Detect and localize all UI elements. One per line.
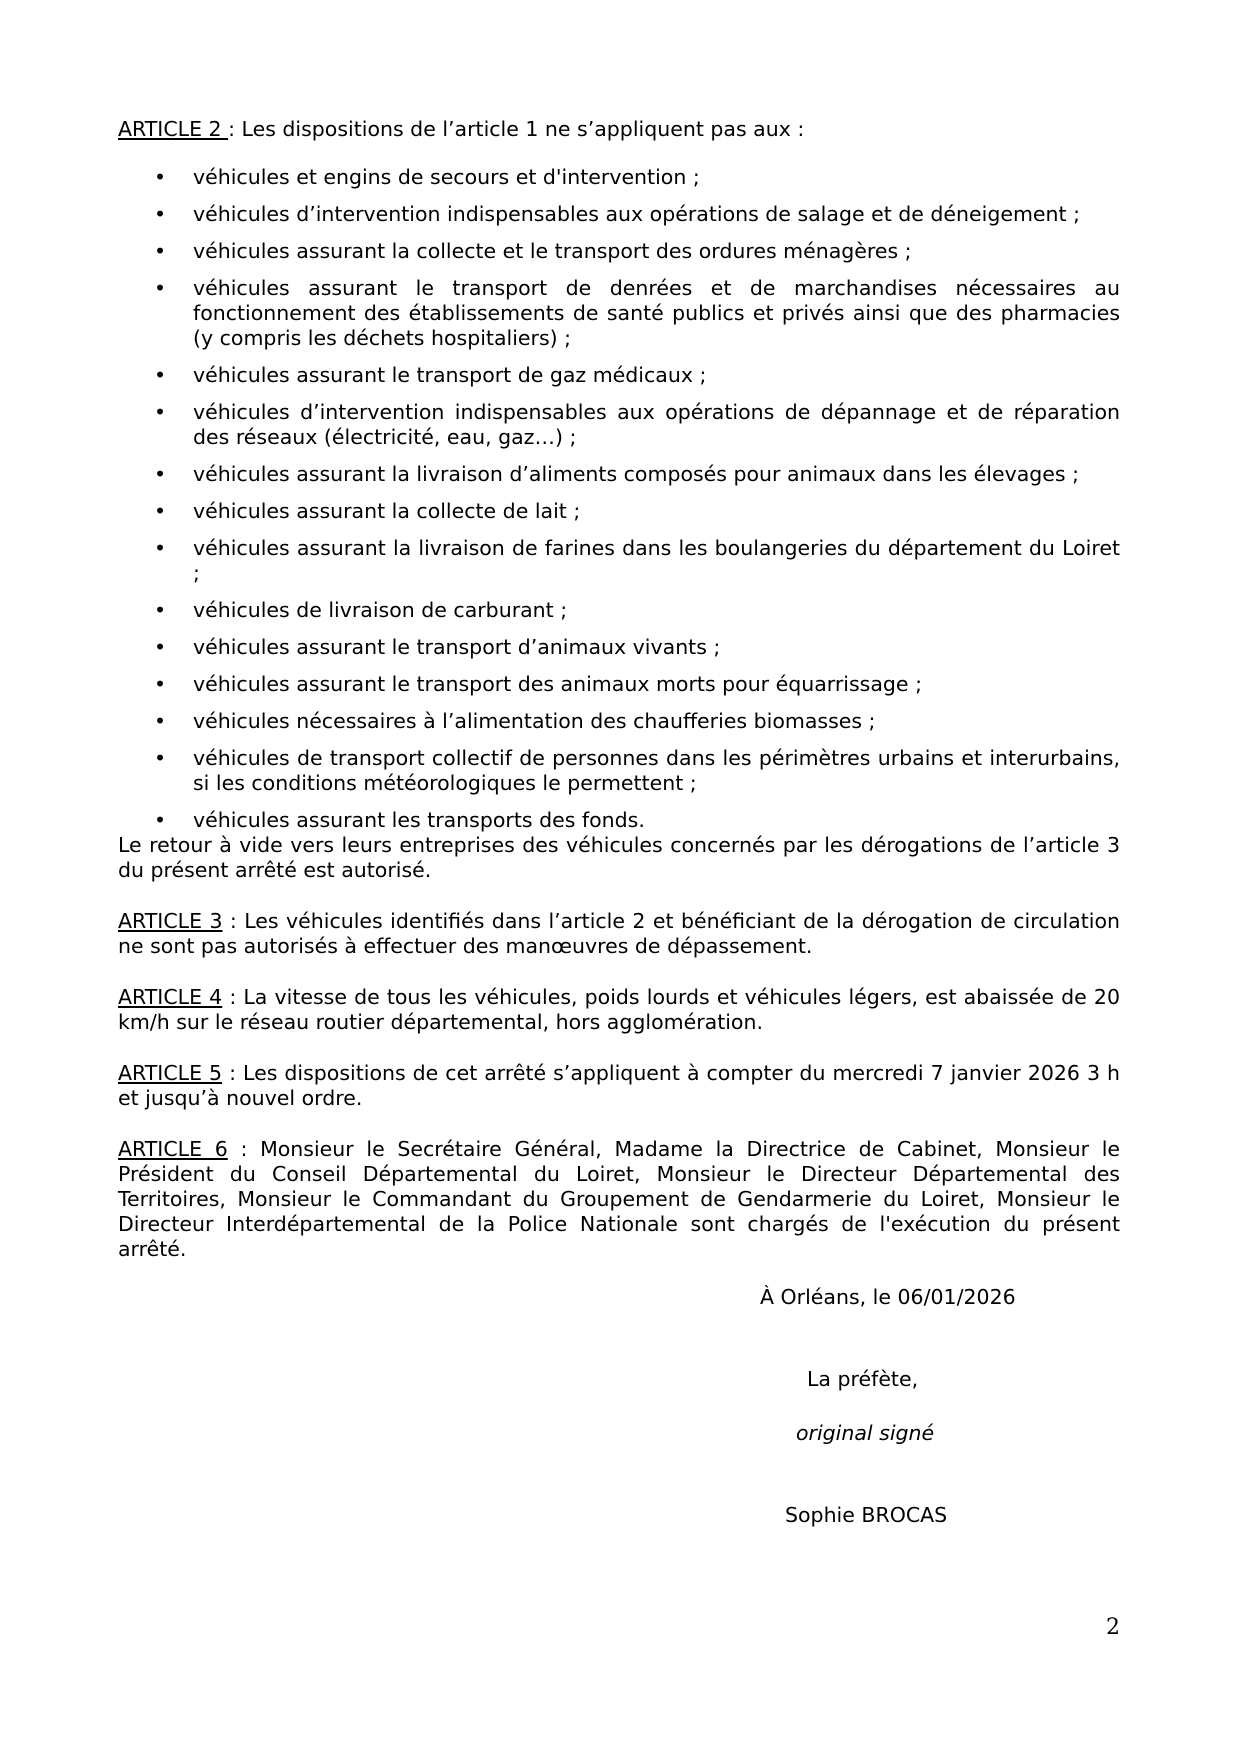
article-3-label: ARTICLE 3	[118, 909, 223, 933]
bullet-icon: •	[154, 363, 167, 387]
bullet-icon: •	[154, 808, 167, 832]
list-item-text: véhicules d’intervention indispensables aux opérations de dépannage et de réparation des réseaux (électricité, eau, gaz…) ;	[193, 400, 1120, 449]
list-item-text: véhicules et engins de secours et d'intervention ;	[193, 165, 700, 189]
list-item-text: véhicules assurant le transport de denrées et de marchandises nécessaires au fonctionnement des établissements de santé publics et privés ainsi que des pharmacies (y compris les déchets hospitaliers) ;	[193, 276, 1120, 350]
list-item-text: véhicules assurant la livraison de farines dans les boulangeries du département du Loiret ;	[193, 536, 1120, 585]
list-item-text: véhicules assurant le transport des animaux morts pour équarrissage ;	[193, 672, 922, 696]
bullet-icon: •	[154, 239, 167, 263]
article-2-list	[118, 165, 1120, 845]
list-item	[118, 709, 1120, 734]
article-3	[118, 909, 1120, 959]
bullet-icon: •	[154, 276, 167, 300]
bullet-icon: •	[154, 635, 167, 659]
list-item-text: véhicules assurant la livraison d’aliments composés pour animaux dans les élevages ;	[193, 462, 1080, 486]
signatory-title: La préfète,	[807, 1367, 919, 1391]
bullet-icon: •	[154, 462, 167, 486]
article-6	[118, 1137, 1120, 1262]
list-item	[118, 462, 1120, 487]
bullet-icon: •	[154, 202, 167, 226]
bullet-icon: •	[154, 400, 167, 424]
signatory-name: Sophie BROCAS	[785, 1503, 948, 1527]
list-item	[118, 363, 1120, 388]
list-item-text: véhicules nécessaires à l’alimentation des chaufferies biomasses ;	[193, 709, 876, 733]
bullet-icon: •	[154, 746, 167, 770]
article-6-label: ARTICLE 6	[118, 1137, 228, 1161]
list-item	[118, 499, 1120, 524]
bullet-icon: •	[154, 165, 167, 189]
signed-mention: original signé	[796, 1421, 935, 1445]
list-item-text: véhicules de livraison de carburant ;	[193, 598, 568, 622]
list-item-text: véhicules assurant le transport d’animaux vivants ;	[193, 635, 721, 659]
bullet-icon: •	[154, 536, 167, 560]
list-item-text: véhicules assurant le transport de gaz médicaux ;	[193, 363, 707, 387]
place-and-date: À Orléans, le 06/01/2026	[760, 1285, 1016, 1309]
article-4-label: ARTICLE 4	[118, 985, 223, 1009]
list-item-text: véhicules assurant la collecte de lait ;	[193, 499, 581, 523]
list-item	[118, 239, 1120, 264]
list-item-text: véhicules de transport collectif de personnes dans les périmètres urbains et interurbains, si les conditions météorologiques le permettent ;	[193, 746, 1120, 795]
list-item-text: véhicules d’intervention indispensables aux opérations de salage et de déneigement ;	[193, 202, 1080, 226]
article-2-intro	[118, 117, 1120, 142]
article-6-text: : Monsieur le Secrétaire Général, Madame la Directrice de Cabinet, Monsieur le Président du Conseil Départemental du Loiret, Monsieur le Directeur Départemental des Territoires, Monsieur le Commandant du Groupement de Gendarmerie du Loiret, Monsieur le Directeur Interdépartemental de la Police Nationale sont chargés de l'exécution du présent arrêté.	[118, 1137, 1121, 1261]
article-5-label: ARTICLE 5	[118, 1061, 223, 1085]
article-4	[118, 985, 1120, 1035]
bullet-icon: •	[154, 709, 167, 733]
page-number: 2	[1106, 1615, 1120, 1640]
article-4-text: : La vitesse de tous les véhicules, poids lourds et véhicules légers, est abaissée de 20 km/h sur le réseau routier départemental, hors agglomération.	[118, 985, 1120, 1034]
article-5	[118, 1061, 1120, 1111]
list-item	[118, 400, 1120, 450]
article-2-outro: Le retour à vide vers leurs entreprises des véhicules concernés par les dérogations de l’article 3 du présent arrêté est autorisé.	[118, 833, 1120, 882]
article-2-intro-text: : Les dispositions de l’article 1 ne s’appliquent pas aux :	[228, 117, 805, 141]
bullet-icon: •	[154, 672, 167, 696]
article-3-text: : Les véhicules identifiés dans l’article 2 et bénéficiant de la dérogation de circulation ne sont pas autorisés à effectuer des manœuvres de dépassement.	[118, 909, 1120, 958]
list-item	[118, 202, 1120, 227]
list-item-text: véhicules assurant les transports des fonds.	[193, 808, 645, 832]
list-item	[118, 165, 1120, 190]
article-5-text: : Les dispositions de cet arrêté s’appliquent à compter du mercredi 7 janvier 2026 3 h et jusqu’à nouvel ordre.	[118, 1061, 1121, 1110]
list-item-text: véhicules assurant la collecte et le transport des ordures ménagères ;	[193, 239, 912, 263]
list-item	[118, 635, 1120, 660]
list-item	[118, 672, 1120, 697]
list-item	[118, 536, 1120, 586]
article-2-label: ARTICLE 2	[118, 117, 229, 141]
list-item	[118, 276, 1120, 351]
bullet-icon: •	[154, 598, 167, 622]
bullet-icon: •	[154, 499, 167, 523]
list-item	[118, 746, 1120, 796]
list-item	[118, 598, 1120, 623]
list-item	[118, 808, 1120, 833]
